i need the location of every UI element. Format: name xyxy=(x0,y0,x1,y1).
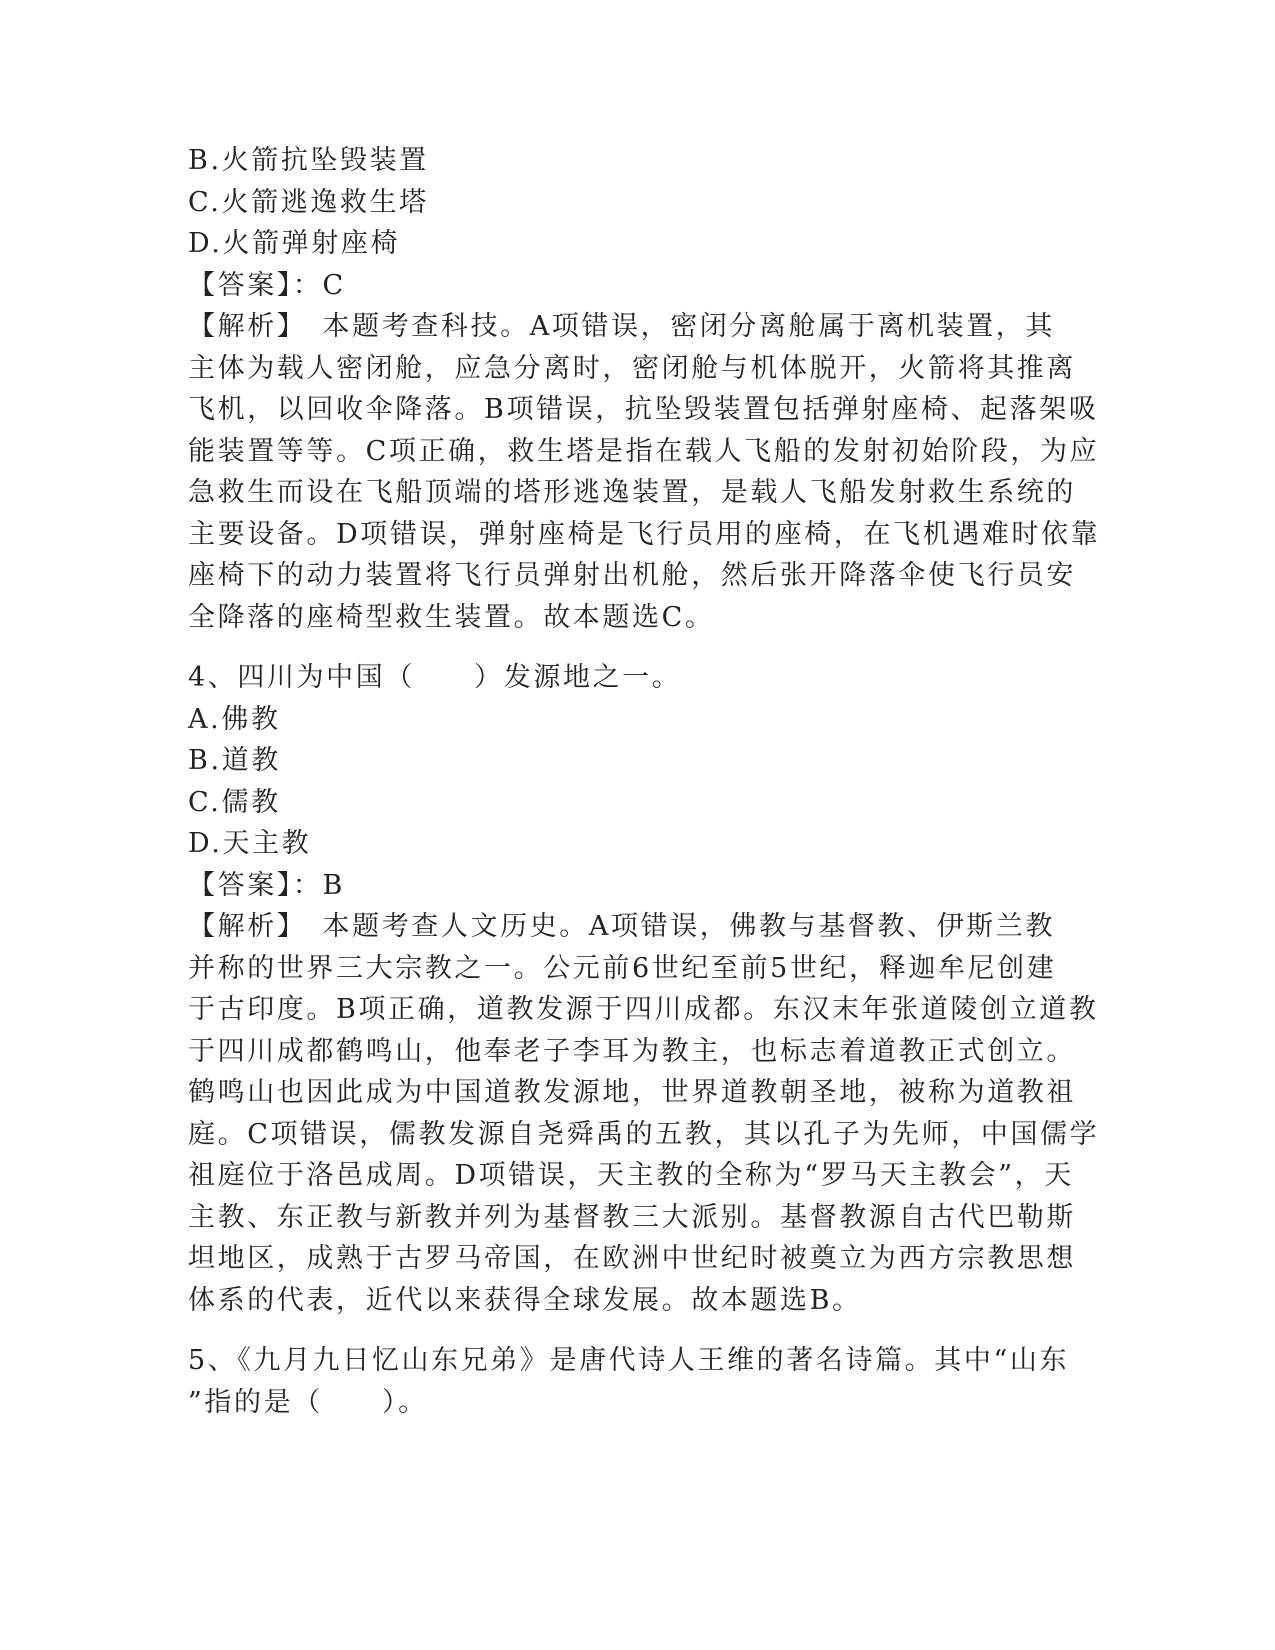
q4-option-b: B.道教 xyxy=(188,745,281,776)
q4-explanation-line: 【解析】 本题考查人文历史。A项错误，佛教与基督教、伊斯兰教 xyxy=(188,911,1055,942)
q3-answer: 【答案】：C xyxy=(188,270,346,301)
q4-answer: 【答案】：B xyxy=(188,870,345,901)
q4-explanation-line: 坦地区，成熟于古罗马帝国，在欧洲中世纪时被奠立为西方宗教思想 xyxy=(188,1243,1076,1274)
q3-explanation-line: 急救生而设在飞船顶端的塔形逃逸装置，是载人飞船发射救生系统的 xyxy=(188,477,1076,508)
q4-option-a: A.佛教 xyxy=(188,704,281,735)
q3-option-d: D.火箭弹射座椅 xyxy=(188,228,401,259)
q3-explanation-line: 能装置等等。C项正确，救生塔是指在载人飞船的发射初始阶段，为应 xyxy=(188,436,1100,467)
q4-explanation-line: 鹤鸣山也因此成为中国道教发源地，世界道教朝圣地，被称为道教祖 xyxy=(188,1077,1076,1108)
q3-explanation-line: 全降落的座椅型救生装置。故本题选C。 xyxy=(188,602,715,633)
q3-explanation-line: 飞机，以回收伞降落。B项错误，抗坠毁装置包括弹射座椅、起落架吸 xyxy=(188,394,1099,425)
q4-question: 4、四川为中国（ ）发源地之一。 xyxy=(188,662,682,693)
q4-option-d: D.天主教 xyxy=(188,828,312,859)
q4-explanation-line: 庭。C项错误，儒教发源自尧舜禹的五教，其以孔子为先师，中国儒学 xyxy=(188,1119,1100,1150)
q4-explanation-line: 体系的代表，近代以来获得全球发展。故本题选B。 xyxy=(188,1285,862,1316)
q4-explanation-line: 于古印度。B项正确，道教发源于四川成都。东汉末年张道陵创立道教 xyxy=(188,994,1099,1025)
q3-explanation-line: 主体为载人密闭舱，应急分离时，密闭舱与机体脱开，火箭将其推离 xyxy=(188,353,1076,384)
q4-explanation-line: 主教、东正教与新教并列为基督教三大派别。基督教源自古代巴勒斯 xyxy=(188,1202,1076,1233)
q3-option-c: C.火箭逃逸救生塔 xyxy=(188,187,429,218)
q3-option-b: B.火箭抗坠毁装置 xyxy=(188,145,429,176)
q4-explanation-line: 祖庭位于洛邑成周。D项错误，天主教的全称为“罗马天主教会”，天 xyxy=(188,1160,1074,1191)
q5-question-line: ”指的是（ ）。 xyxy=(188,1387,428,1418)
q3-explanation-line: 【解析】 本题考查科技。A项错误，密闭分离舱属于离机装置，其 xyxy=(188,311,1055,342)
q3-explanation-line: 主要设备。D项错误，弹射座椅是飞行员用的座椅，在飞机遇难时依靠 xyxy=(188,519,1101,550)
q5-question-line: 5、《九月九日忆山东兄弟》是唐代诗人王维的著名诗篇。其中“山东 xyxy=(188,1345,1070,1376)
q3-explanation-line: 座椅下的动力装置将飞行员弹射出机舱，然后张开降落伞使飞行员安 xyxy=(188,560,1076,591)
q4-option-c: C.儒教 xyxy=(188,787,281,818)
q4-explanation-line: 于四川成都鹤鸣山，他奉老子李耳为教主，也标志着道教正式创立。 xyxy=(188,1036,1076,1067)
q4-explanation-line: 并称的世界三大宗教之一。公元前6世纪至前5世纪，释迦牟尼创建 xyxy=(188,953,1057,984)
